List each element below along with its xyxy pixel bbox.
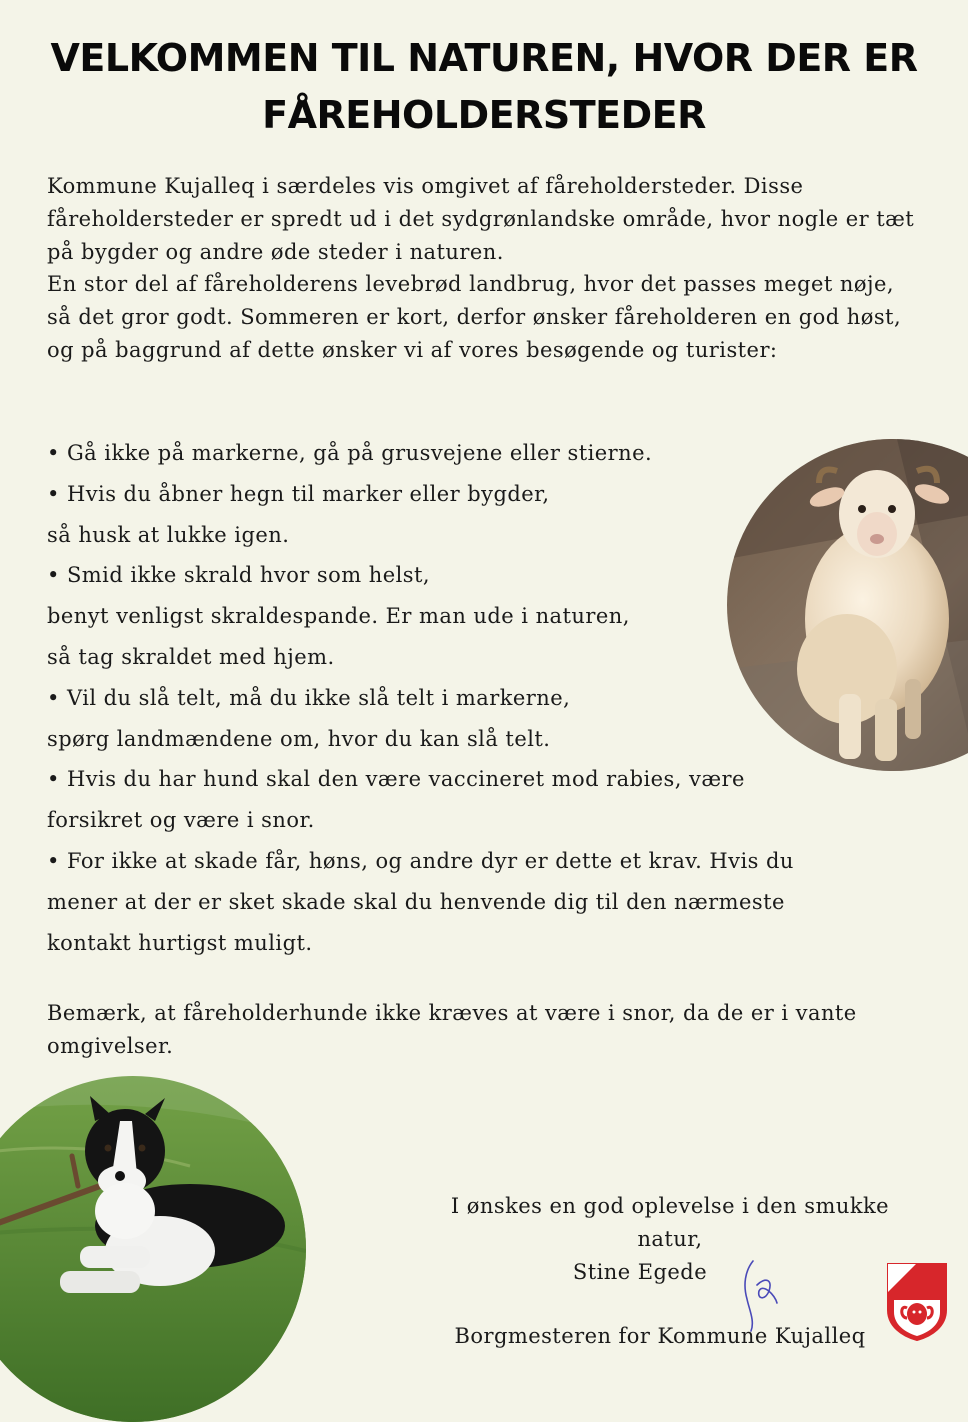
rule-line: benyt venligst skraldespande. Er man ude i naturen, bbox=[47, 604, 630, 629]
intro-paragraph: En stor del af fåreholderens levebrød landbrug, hvor det passes meget nøje, så det gror godt. Sommeren er kort, derfor ønsker fåreholderen en god høst, bbox=[47, 272, 902, 330]
signatory-name: Stine Egede bbox=[572, 1260, 708, 1284]
rule-line: • Hvis du har hund skal den være vaccineret mod rabies, være bbox=[47, 767, 745, 792]
rule-line: • Hvis du åbner hegn til marker eller bygder, bbox=[47, 481, 550, 506]
closing-wish: I ønskes en god oplevelse i den smukke natur, bbox=[450, 1194, 890, 1251]
rule-line: • Smid ikke skrald hvor som helst, bbox=[47, 563, 430, 588]
rule-line: så husk at lukke igen. bbox=[47, 522, 290, 547]
page-title: VELKOMMEN TIL NATUREN, HVOR DER ER FÅREHOLDERSTEDER bbox=[50, 36, 918, 137]
handwritten-signature bbox=[735, 1255, 783, 1335]
rule-line: spørg landmændene om, hvor du kan slå telt. bbox=[47, 726, 551, 751]
signatory-role: Borgmesteren for Kommune Kujalleq bbox=[454, 1324, 866, 1348]
sheepdog-photo bbox=[0, 1076, 306, 1422]
intro-text bbox=[47, 170, 917, 367]
rule-line: • For ikke at skade får, høns, og andre dyr er dette et krav. Hvis du bbox=[47, 848, 794, 873]
closing-signature-block bbox=[420, 1190, 920, 1353]
rule-line: • Vil du slå telt, må du ikke slå telt i markerne, bbox=[47, 685, 571, 710]
rule-line: mener at der er sket skade skal du henvende dig til den nærmeste bbox=[47, 889, 785, 914]
rule-line: kontakt hurtigst muligt. bbox=[47, 930, 313, 955]
intro-paragraph: og på baggrund af dette ønsker vi af vores besøgende og turister: bbox=[47, 337, 778, 362]
rule-line: • Gå ikke på markerne, gå på grusvejene eller stierne. bbox=[47, 441, 653, 465]
dog-note: Bemærk, at fåreholderhunde ikke kræves at være i snor, da de er i vante omgivelser. bbox=[47, 1001, 857, 1058]
intro-paragraph: Kommune Kujalleq i særdeles vis omgivet af fåreholdersteder. Disse fåreholdersteder er spredt ud i det sydgrønlandske område, hvor nogle er tæt på bygder og andre øde steder i naturen. bbox=[47, 174, 915, 264]
coat-of-arms-icon bbox=[886, 1262, 948, 1342]
rule-line: forsikret og være i snor. bbox=[47, 808, 315, 833]
rule-line: så tag skraldet med hjem. bbox=[47, 644, 335, 669]
